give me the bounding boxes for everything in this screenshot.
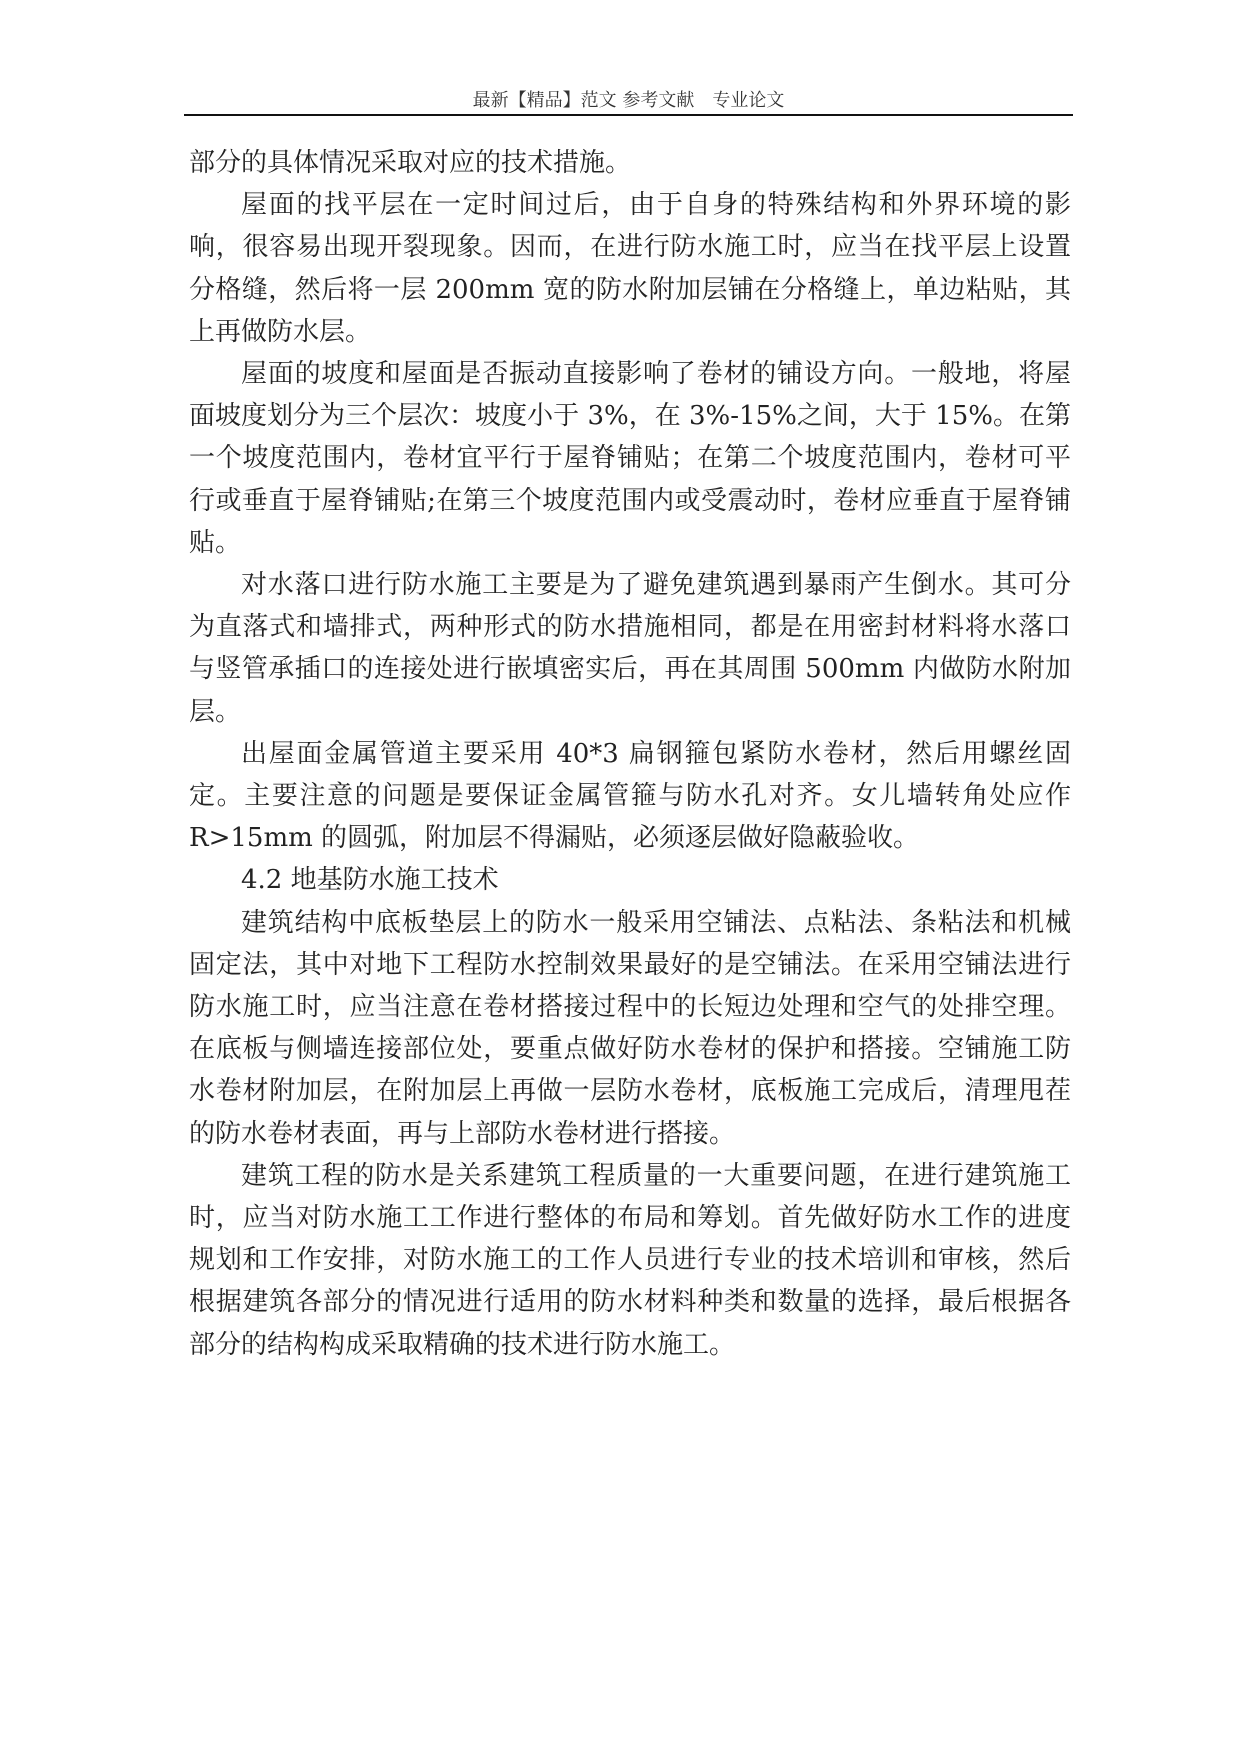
paragraph-leveling-layer: 屋面的找平层在一定时间过后，由于自身的特殊结构和外界环境的影响，很容易出现开裂现象。因而，在进行防水施工时，应当在找平层上设置分格缝，然后将一层 200mm 宽的防水附加层铺在分格缝上，单边粘贴，其上再做防水层。 (189, 190, 1071, 347)
paragraph-continuation: 部分的具体情况采取对应的技术措施。 (189, 148, 632, 178)
document-body (189, 142, 1071, 1366)
paragraph-foundation: 建筑结构中底板垫层上的防水一般采用空铺法、点粘法、条粘法和机械固定法，其中对地下工程防水控制效果最好的是空铺法。在采用空铺法进行防水施工时，应当注意在卷材搭接过程中的长短边处理和空气的处排空理。在底板与侧墙连接部位处，要重点做好防水卷材的保护和搭接。空铺施工防水卷材附加层，在附加层上再做一层防水卷材，底板施工完成后，清理甩茬的防水卷材表面，再与上部防水卷材进行搭接。 (189, 907, 1071, 1149)
paragraph-roof-slope: 屋面的坡度和屋面是否振动直接影响了卷材的铺设方向。一般地，将屋面坡度划分为三个层次：坡度小于 3%，在 3%-15%之间，大于 15%。在第一个坡度范围内，卷材宜平行于屋脊铺贴；在第二个坡度范围内，卷材可平行或垂直于屋脊铺贴;在第三个坡度范围内或受震动时，卷材应垂直于屋脊铺贴。 (189, 359, 1071, 558)
section-heading: 4.2 地基防水施工技术 (241, 865, 499, 896)
paragraph-metal-pipe: 出屋面金属管道主要采用 40*3 扁钢箍包紧防水卷材，然后用螺丝固定。主要注意的问题是要保证金属管箍与防水孔对齐。女儿墙转角处应作 R>15mm 的圆弧，附加层不得漏贴，必须逐层做好隐蔽验收。 (189, 738, 1071, 854)
paragraph-drain-outlet: 对水落口进行防水施工主要是为了避免建筑遇到暴雨产生倒水。其可分为直落式和墙排式，两种形式的防水措施相同，都是在用密封材料将水落口与竖管承插口的连接处进行嵌填密实后，再在其周围 500mm 内做防水附加层。 (189, 570, 1071, 727)
page-header: 最新【精品】范文 参考文献 专业论文 (472, 90, 785, 111)
header-rule (184, 114, 1073, 116)
paragraph-conclusion: 建筑工程的防水是关系建筑工程质量的一大重要问题，在进行建筑施工时，应当对防水施工工作进行整体的布局和筹划。首先做好防水工作的进度规划和工作安排，对防水施工的工作人员进行专业的技术培训和审核，然后根据建筑各部分的情况进行适用的防水材料种类和数量的选择，最后根据各部分的结构构成采取精确的技术进行防水施工。 (189, 1160, 1071, 1360)
